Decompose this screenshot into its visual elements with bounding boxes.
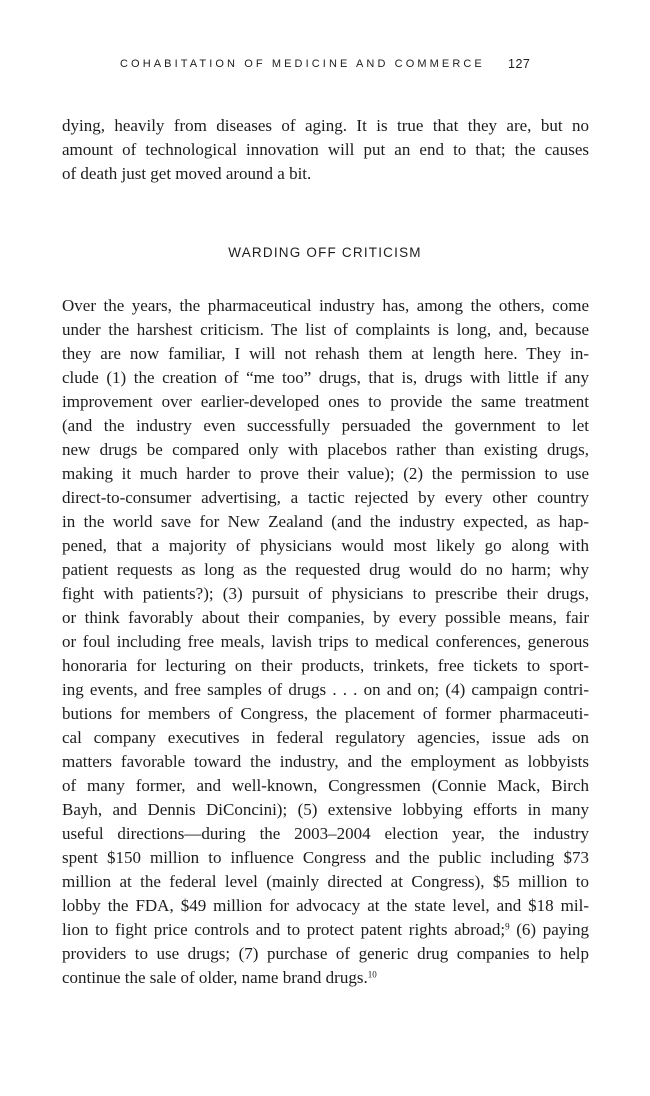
text-line: lobby the FDA, $49 million for advocacy at the state level, and $18 mil- [62,896,589,915]
text-line: improvement over earlier-developed ones to provide the same treatment [62,392,589,411]
text-line: (and the industry even successfully persuaded the government to let [62,416,589,435]
text-line: Bayh, and Dennis DiConcini); (5) extensive lobbying efforts in many [62,800,589,819]
footnote-marker-10[interactable]: 10 [367,969,377,980]
text-line: making it much harder to prove their value); (2) the permission to use [62,464,589,483]
paragraph-criticism [62,294,589,990]
text-line: of many former, and well-known, Congressmen (Connie Mack, Birch [62,776,589,795]
text-line: Over the years, the pharmaceutical industry has, among the others, come [62,296,589,315]
text-line: pened, that a majority of physicians would most likely go along with [62,536,589,555]
text-line: providers to use drugs; (7) purchase of generic drug companies to help [62,944,589,963]
text-line: cal company executives in federal regulatory agencies, issue ads on [62,728,589,747]
text-line: million at the federal level (mainly directed at Congress), $5 million to [62,872,589,891]
page-number: 127 [508,57,531,71]
text-line: butions for members of Congress, the placement of former pharmaceuti- [62,704,589,723]
text-line: in the world save for New Zealand (and the industry expected, as hap- [62,512,589,531]
text-line: useful directions—during the 2003–2004 election year, the industry [62,824,589,843]
text-line [62,966,589,990]
text-line: new drugs be compared only with placebos rather than existing drugs, [62,440,589,459]
text-line: honoraria for lecturing on their products, trinkets, free tickets to sport- [62,656,589,675]
text-line: under the harshest criticism. The list of complaints is long, and, because [62,320,589,339]
text-line: fight with patients?); (3) pursuit of physicians to prescribe their drugs, [62,584,589,603]
footnote-marker-9[interactable]: 9 [505,921,510,932]
text-segment: (6) paying [509,920,589,939]
text-line: clude (1) the creation of “me too” drugs, that is, drugs with little if any [62,368,589,387]
text-segment: continue the sale of older, name brand drugs. [62,968,368,987]
text-line: they are now familiar, I will not rehash them at length here. They in- [62,344,589,363]
text-line: patient requests as long as the requested drug would do no harm; why [62,560,589,579]
text-line: amount of technological innovation will put an end to that; the causes [62,140,589,159]
section-heading: WARDING OFF CRITICISM [228,245,422,260]
text-line: dying, heavily from diseases of aging. It is true that they are, but no [62,116,589,135]
text-line: spent $150 million to influence Congress and the public including $73 [62,848,589,867]
text-line [62,918,589,942]
running-head-title: COHABITATION OF MEDICINE AND COMMERCE [120,58,485,70]
text-line: ing events, and free samples of drugs . . . on and on; (4) campaign contri- [62,680,589,699]
text-line: of death just get moved around a bit. [62,164,312,183]
text-line: or foul including free meals, lavish trips to medical conferences, generous [62,632,589,651]
text-line: or think favorably about their companies, by every possible means, fair [62,608,589,627]
text-line: matters favorable toward the industry, and the employment as lobbyists [62,752,589,771]
text-line: direct-to-consumer advertising, a tactic rejected by every other country [62,488,589,507]
paragraph-continued [62,114,589,186]
text-segment: lion to fight price controls and to protect patent rights abroad; [62,920,506,939]
